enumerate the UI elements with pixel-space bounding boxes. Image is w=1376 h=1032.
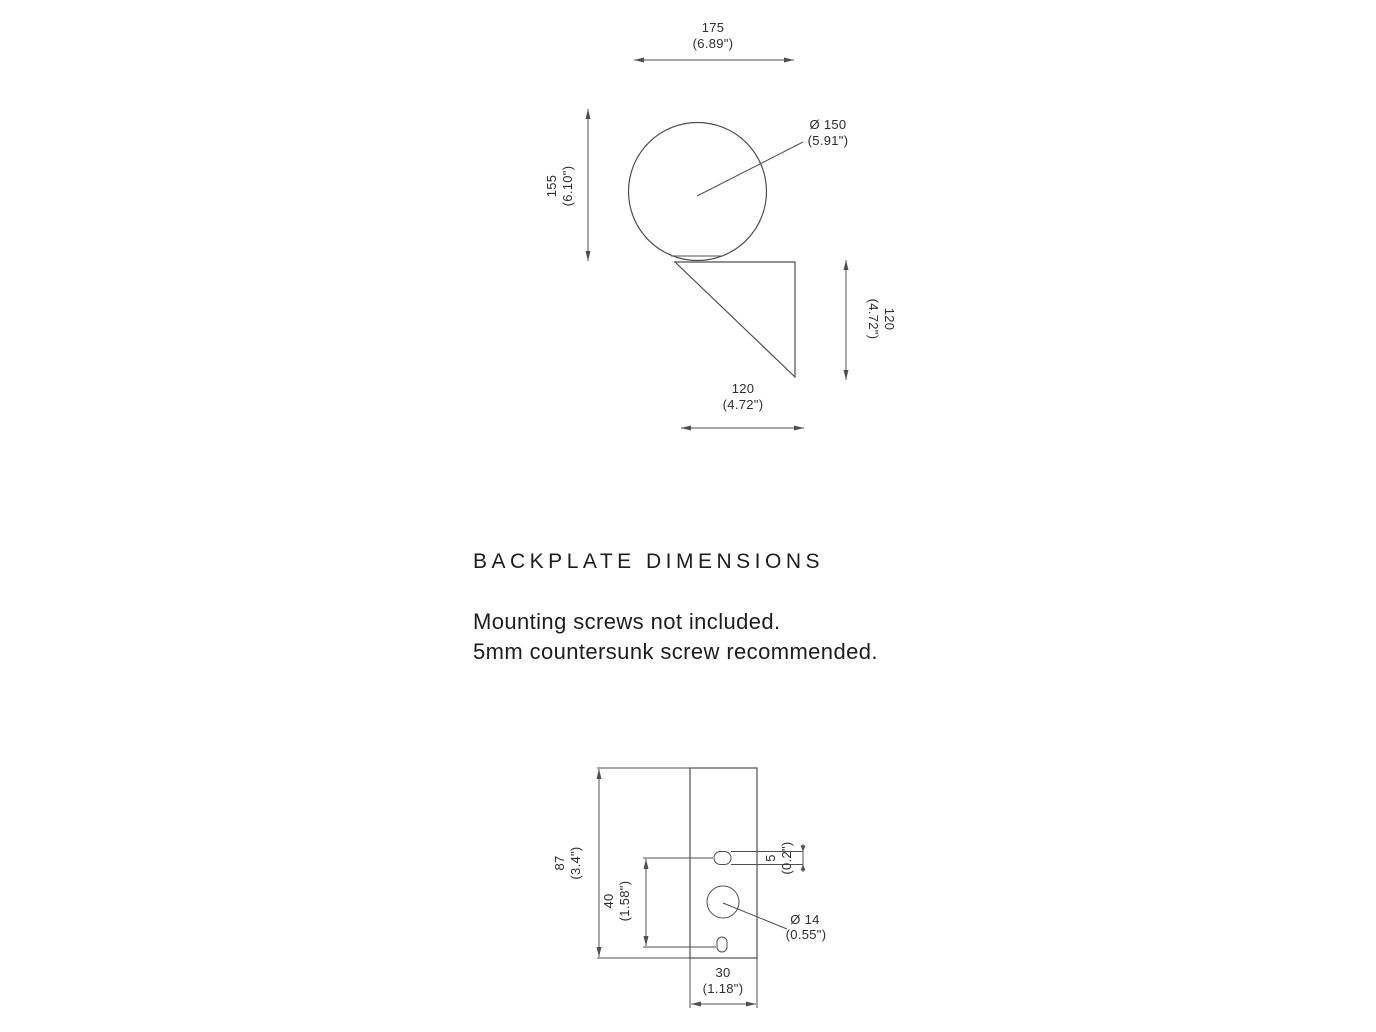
plate-height-in-label: (3.4"): [568, 846, 583, 880]
sphere-diameter-in-label: (5.91"): [807, 133, 849, 148]
backplate-front-view: [552, 768, 826, 1008]
plate-width-mm-label: 30: [715, 965, 731, 980]
hole-diameter-label: Ø 14: [790, 912, 820, 927]
bracket-depth-in-label: (4.72"): [722, 397, 764, 412]
note-countersunk-screw: 5mm countersunk screw recommended.: [473, 639, 878, 664]
top-mounting-slot: [714, 852, 731, 865]
center-hole-outline: [707, 886, 739, 918]
backplate-outline: [690, 768, 757, 958]
slot-width-mm-label: 5: [763, 854, 778, 862]
bottom-mounting-slot: [717, 937, 727, 952]
plate-width-in-label: (1.18"): [702, 981, 744, 996]
slot-width-lower-arrowhead: [801, 865, 806, 871]
note-mounting-screws: Mounting screws not included.: [473, 609, 781, 634]
fixture-width-in-label: (6.89"): [692, 36, 734, 51]
hole-diameter-leader-line: [723, 903, 787, 929]
fixture-height-in-label: (6.10"): [560, 165, 575, 207]
fixture-side-view: [544, 20, 897, 428]
bracket-height-mm-label: 120: [882, 307, 897, 331]
sphere-diameter-leader-line: [697, 142, 803, 196]
fixture-height-mm-label: 155: [544, 174, 559, 198]
hole-spacing-mm-label: 40: [601, 893, 616, 909]
sphere-diameter-label: Ø 150: [809, 117, 847, 132]
sphere-outline: [629, 123, 767, 261]
bracket-depth-mm-label: 120: [731, 381, 755, 396]
plate-height-mm-label: 87: [552, 855, 567, 871]
bracket-outline: [675, 262, 795, 377]
bracket-height-in-label: (4.72"): [866, 298, 881, 340]
slot-width-upper-arrowhead: [801, 846, 806, 852]
backplate-section-notes: [473, 607, 878, 667]
hole-diameter-in-label: (0.55"): [785, 927, 827, 942]
slot-width-in-label: (0.2"): [779, 841, 794, 875]
hole-spacing-in-label: (1.58"): [617, 880, 632, 922]
backplate-section-title: BACKPLATE DIMENSIONS: [473, 550, 825, 573]
fixture-width-mm-label: 175: [701, 20, 725, 35]
